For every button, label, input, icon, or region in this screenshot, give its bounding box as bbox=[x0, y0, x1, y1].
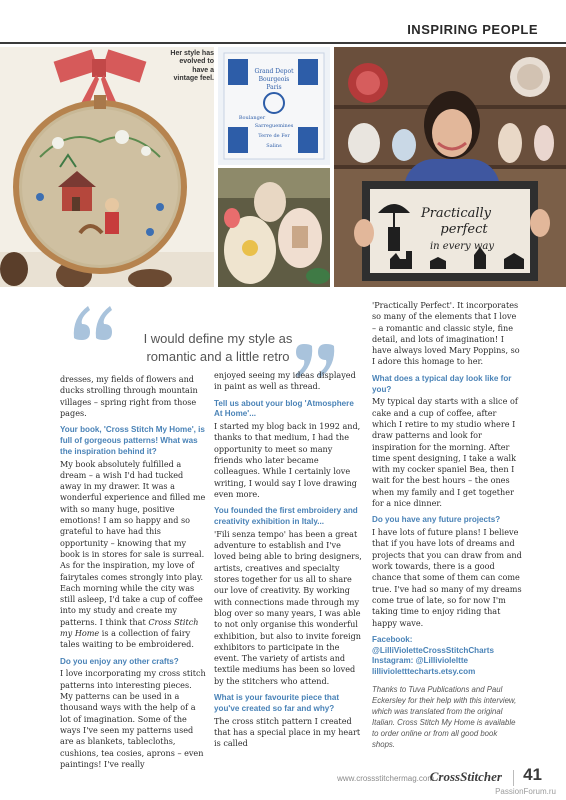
section-header: INSPIRING PEOPLE bbox=[407, 22, 538, 37]
delft-line-6: Terre de Fer bbox=[258, 133, 290, 139]
delft-line-3: Paris bbox=[266, 84, 282, 91]
page-number: 41 bbox=[523, 765, 542, 784]
article-column-2 bbox=[214, 370, 362, 756]
portrait-photo bbox=[334, 47, 566, 287]
article-column-3 bbox=[372, 300, 522, 756]
question-book: Your book, 'Cross Stitch My Home', is full of gorgeous patterns! What was the inspiration behind it? bbox=[60, 425, 205, 456]
paragraph-intro: enjoyed seeing my ideas displayed in paint as well as thread. bbox=[214, 370, 356, 392]
sampler-text-line-2: perfect bbox=[440, 222, 488, 237]
answer-book: My book absolutely fulfilled a dream – a wish I'd had tucked away in my drawer. It was a wonderful experience and filled me with so many huge, positive emotions! I am so happy and so grateful to have had this opportunity – knowing that my book is in stores for sale is surreal. As for the inspiration, my love of fairytales comes strongly into play. Each morning while the city was still asleep, I'd take a cup of coffee into my study and create my patterns. I think that Cross Stitch my Home is a collection of fairy tales waiting to be embroidered. bbox=[60, 458, 206, 650]
answer-favourite: The cross stitch pattern I created that has a special place in my heart is called bbox=[214, 715, 361, 749]
answer-exhibition: 'Fili senza tempo' has been a great adventure to establish and I've loved being able to bring designers, artists, creatives and specialty stores together for us all to share our love of creativity. By working with connections made through my blog over so many years, I was able to not only organise this wonderful exhibition, but also to invite foreign exhibitors to participate in the event. The variety of artists and textile mediums has been so loved by the stitchers who attend. bbox=[214, 528, 362, 686]
footer-brand-logo: CrossStitcher bbox=[429, 769, 502, 784]
footer bbox=[0, 765, 566, 789]
contact-links bbox=[372, 635, 522, 678]
article-column-1 bbox=[60, 374, 206, 776]
delft-sampler-photo bbox=[218, 47, 330, 165]
photo-caption: Her style has evolved to have a vintage feel. bbox=[170, 50, 214, 83]
credits: Thanks to Tuva Publications and Paul Eckersley for their help with this interview, which was translated from the original Italian. Cross Stitch My Home is available to order online or from all good book shops. bbox=[372, 685, 517, 749]
facebook-link[interactable]: Facebook: @LilliVioletteCrossStitchCharts bbox=[372, 634, 494, 655]
delft-line-5: Sarreguemines bbox=[254, 123, 294, 129]
answer-blog: I started my blog back in 1992 and, thanks to that medium, I had the opportunity to meet so many friends who later became colleagues. While I certainly love writing, I would say I love drawing even more. bbox=[214, 421, 361, 499]
pull-quote: I would define my style as romantic and a little retro bbox=[143, 331, 293, 364]
question-crafts: Do you enjoy any other crafts? bbox=[60, 656, 179, 666]
question-exhibition: You founded the first embroidery and creativity exhibition in Italy... bbox=[214, 506, 358, 527]
website-link[interactable]: lillivioletttecharts.etsy.com bbox=[372, 667, 476, 677]
delft-line-2: Bourgeois bbox=[258, 76, 290, 83]
delft-line-4: Boulanger bbox=[238, 115, 266, 121]
header-rule bbox=[0, 42, 566, 44]
footer-divider bbox=[513, 770, 514, 786]
question-blog: Tell us about your blog 'Atmosphere At Home'... bbox=[214, 398, 354, 419]
answer-crafts: I love incorporating my cross stitch patterns into interesting pieces. My patterns can be used in a thousand ways with the help of a lot of imagination. Some of the ways I've seen my patterns used are as blankets, tablecloths, cushions, tea cosies, aprons – even paintings! I've really bbox=[60, 668, 206, 769]
decorated-eggs-photo bbox=[218, 168, 330, 287]
delft-line-1: Grand Depot bbox=[254, 68, 294, 75]
sampler-text-line-3: in every way bbox=[429, 241, 495, 252]
question-typical-day: What does a typical day look like for you? bbox=[372, 373, 512, 394]
answer-future: I have lots of future plans! I believe that if you have lots of dreams and projects that you can draw from and work towards, there is a good chance that some of them can come true. I've had so many of my dreams come true of late, so for now I'm taking time to enjoy riding that happy wave. bbox=[372, 527, 522, 628]
question-future: Do you have any future projects? bbox=[372, 515, 501, 525]
paragraph-intro: 'Practically Perfect'. It incorporates so many of the elements that I love – a romantic and classic style, fine detail, and lots of imagination! I have always loved Mary Poppins, so I adore this homage to her. bbox=[372, 300, 520, 367]
watermark: PassionForum.ru bbox=[495, 787, 556, 796]
sampler-text-line-1: Practically bbox=[420, 206, 492, 221]
paragraph-intro: dresses, my fields of flowers and ducks strolling through mountain villages – spring right from those pages. bbox=[60, 374, 198, 418]
question-favourite: What is your favourite piece that you've created so far and why? bbox=[214, 693, 340, 713]
quote-open-icon bbox=[68, 296, 118, 346]
delft-line-7: Salins bbox=[266, 143, 282, 149]
answer-typical-day: My typical day starts with a slice of cake and a cup of coffee, after which I retire to my studio where I draw patterns and look for inspiration for the morning. After time spent designing, I take a walk with my cocker spaniel Bea, then I wait for the best hours – the ones when my family and I get together for a nice dinner. bbox=[372, 396, 518, 509]
instagram-link[interactable]: Instagram: @Lillivioleltte bbox=[372, 656, 469, 666]
footer-url[interactable]: www.crossstitchermag.com bbox=[337, 774, 434, 783]
